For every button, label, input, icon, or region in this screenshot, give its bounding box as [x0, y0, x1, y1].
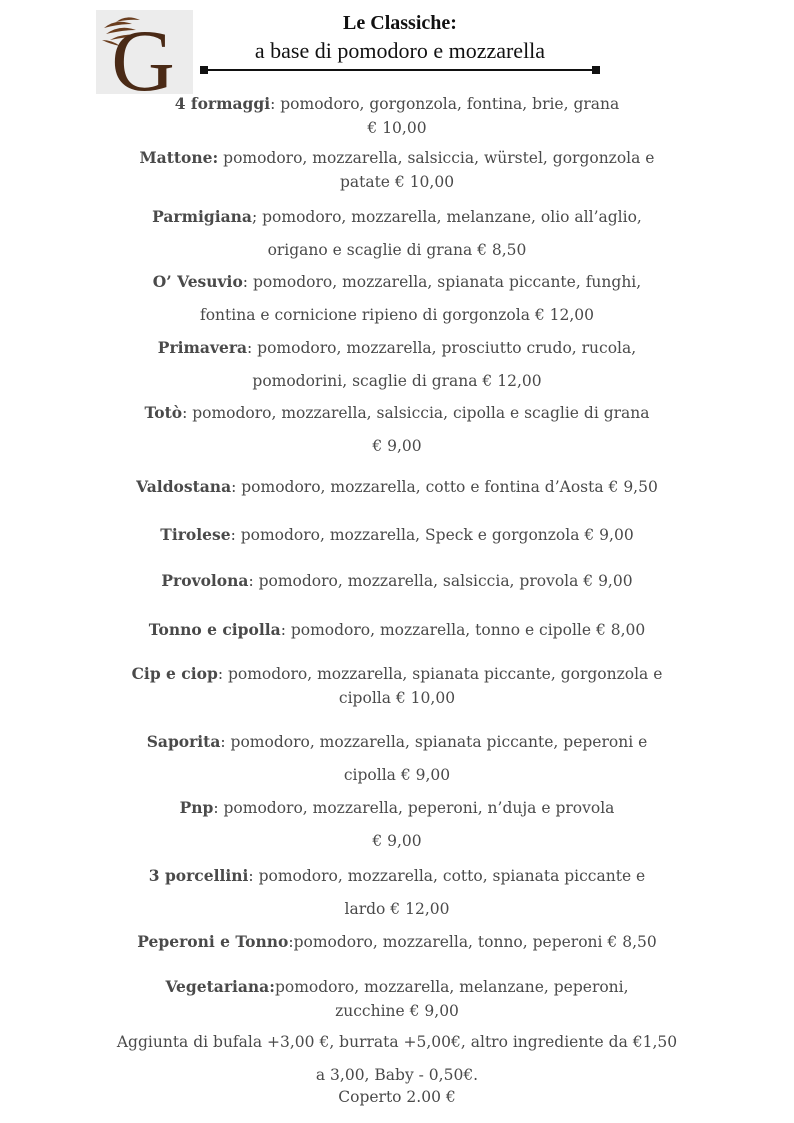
item-name: Tirolese	[160, 525, 231, 544]
item-name: Primavera	[157, 338, 248, 357]
item-description: : pomodoro, mozzarella, tonno e cipolle € 8,00	[280, 621, 646, 639]
item-name: O’ Vesuvio	[152, 272, 243, 291]
item-price-line: lardo € 12,00	[344, 900, 450, 918]
item-name: 4 formaggi	[174, 94, 271, 113]
item-description: : pomodoro, mozzarella, spianata piccante, gorgonzola e	[217, 665, 663, 683]
extras-note	[0, 1030, 794, 1087]
title-divider	[200, 69, 600, 71]
item-name: Saporita	[146, 732, 221, 751]
section-title: Le Classiche:	[343, 12, 457, 34]
item-description: : pomodoro, mozzarella, cotto, spianata piccante e	[248, 867, 646, 885]
section-subtitle: a base di pomodoro e mozzarella	[254, 38, 546, 63]
item-name: Vegetariana:	[165, 977, 275, 996]
item-price-line: cipolla € 10,00	[338, 689, 456, 707]
item-name: Peperoni e Tonno	[137, 932, 289, 951]
restaurant-logo	[96, 10, 193, 94]
item-description: pomodoro, mozzarella, melanzane, peperoni,	[274, 978, 629, 996]
item-description: : pomodoro, mozzarella, spianata piccante, peperoni e	[220, 733, 648, 751]
item-price-line: fontina e cornicione ripieno di gorgonzola € 12,00	[199, 306, 595, 324]
menu-item-valdostana	[0, 475, 794, 499]
item-description: : pomodoro, mozzarella, salsiccia, provola € 9,00	[248, 572, 633, 590]
menu-item-mattone	[0, 146, 794, 194]
item-price-line: € 10,00	[367, 119, 427, 137]
item-description: pomodoro, mozzarella, salsiccia, würstel, gorgonzola e	[218, 149, 655, 167]
menu-item-peperoni-e-tonno	[0, 930, 794, 954]
extras-line: Aggiunta di bufala +3,00 €, burrata +5,00€, altro ingrediente da €1,50	[116, 1033, 678, 1051]
menu-item-parmigiana	[0, 205, 794, 262]
item-description: : pomodoro, gorgonzola, fontina, brie, grana	[270, 95, 620, 113]
item-price-line: pomodorini, scaglie di grana € 12,00	[252, 372, 542, 390]
menu-item-provolona	[0, 569, 794, 593]
item-description: : pomodoro, mozzarella, peperoni, n’duja e provola	[213, 799, 615, 817]
item-price-line: origano e scaglie di grana € 8,50	[267, 241, 527, 259]
cover-charge	[0, 1085, 794, 1109]
menu-item-primavera	[0, 336, 794, 393]
item-description: : pomodoro, mozzarella, salsiccia, cipolla e scaglie di grana	[182, 404, 650, 422]
item-description: ; pomodoro, mozzarella, melanzane, olio all’aglio,	[251, 208, 642, 226]
item-price-line: € 9,00	[372, 437, 422, 455]
item-name: Mattone:	[139, 148, 219, 167]
menu-item-o-vesuvio	[0, 270, 794, 327]
extras-line-2: a 3,00, Baby - 0,50€.	[315, 1066, 479, 1084]
item-name: Parmigiana	[152, 207, 252, 226]
menu-item-toto	[0, 401, 794, 458]
item-description: : pomodoro, mozzarella, cotto e fontina d’Aosta € 9,50	[231, 478, 658, 496]
menu-item-3-porcellini	[0, 864, 794, 921]
item-name: Totò	[144, 403, 183, 422]
item-price-line: patate € 10,00	[339, 173, 455, 191]
menu-item-saporita	[0, 730, 794, 787]
item-description: : pomodoro, mozzarella, Speck e gorgonzola € 9,00	[230, 526, 634, 544]
menu-item-cip-e-ciop	[0, 662, 794, 710]
item-name: Pnp	[179, 798, 214, 817]
item-price-line: zucchine € 9,00	[335, 1002, 459, 1020]
item-price-line: € 9,00	[372, 832, 422, 850]
item-description: : pomodoro, mozzarella, prosciutto crudo, rucola,	[247, 339, 637, 357]
item-name: Tonno e cipolla	[148, 620, 281, 639]
menu-item-tirolese	[0, 523, 794, 547]
wheat-g-logo-icon	[96, 10, 193, 94]
menu-item-tonno-e-cipolla	[0, 618, 794, 642]
menu-item-pnp	[0, 796, 794, 853]
item-description: :pomodoro, mozzarella, tonno, peperoni € 8,50	[288, 933, 657, 951]
item-description: : pomodoro, mozzarella, spianata piccante, funghi,	[242, 273, 642, 291]
item-name: Valdostana	[136, 477, 232, 496]
logo-letter: G	[111, 13, 175, 94]
item-name: 3 porcellini	[148, 866, 249, 885]
menu-item-vegetariana	[0, 975, 794, 1023]
item-name: Cip e ciop	[131, 664, 218, 683]
cover-charge-text: Coperto 2.00 €	[338, 1088, 456, 1106]
menu-item-4-formaggi	[0, 92, 794, 140]
item-price-line: cipolla € 9,00	[343, 766, 451, 784]
item-name: Provolona	[161, 571, 249, 590]
